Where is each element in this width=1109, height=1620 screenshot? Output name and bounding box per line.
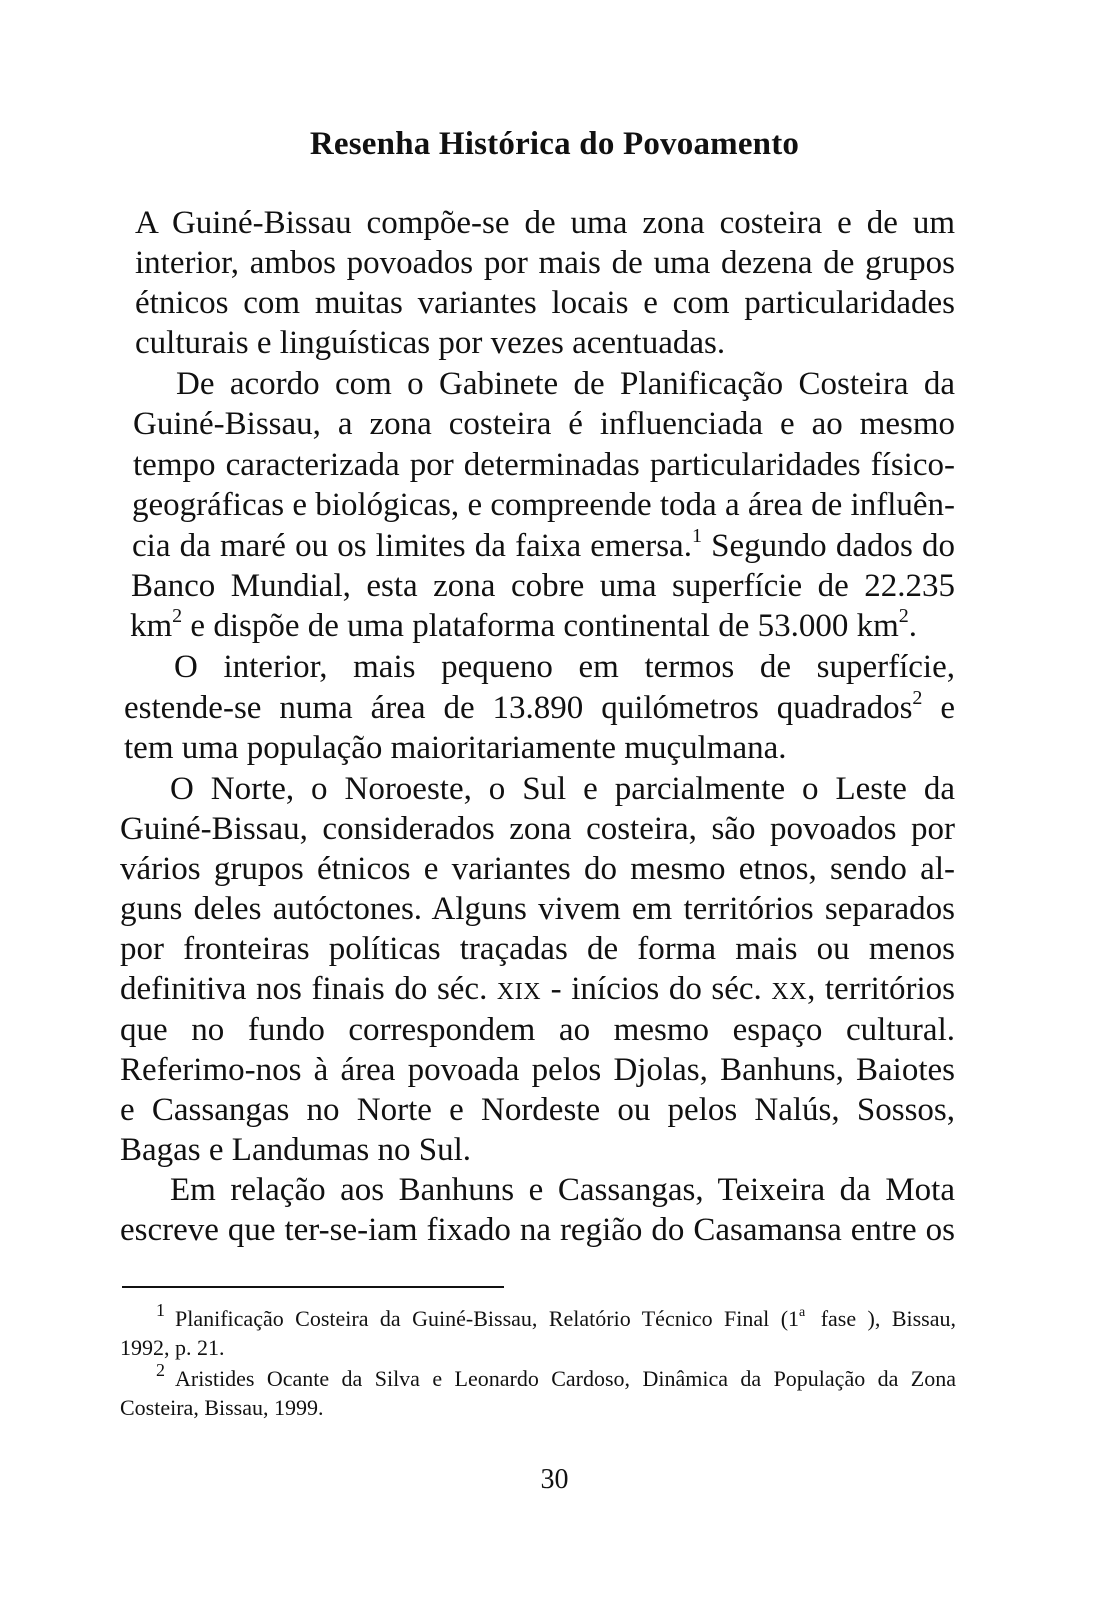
body-line-part: km: [130, 608, 173, 644]
footnote-text: Aristides Ocante da Silva e Leonardo Cardoso, Dinâmica da População da Zona: [175, 1366, 956, 1391]
body-line-part: .: [908, 608, 918, 644]
roman-numeral: XIX: [496, 979, 542, 1005]
body-line: Bagas e Landumas no Sul.: [120, 1132, 472, 1168]
body-line: que no fundo correspondem ao mesmo espaço cultural.: [120, 1012, 955, 1048]
footnote-marker: 2: [156, 1360, 165, 1380]
body-line: [124, 688, 955, 728]
body-line: O interior, mais pequeno em termos de superfície,: [174, 649, 955, 685]
superscript-squared: 2: [172, 605, 183, 627]
body-line-part: Segundo dados do: [711, 528, 956, 564]
body-line-part: estende-se numa área de 13.890 quilómetros quadrados: [124, 690, 913, 726]
body-line: e Cassangas no Norte e Nordeste ou pelos Nalús, Sossos,: [120, 1092, 955, 1128]
body-line: guns deles autóctones. Alguns vivem em territórios separados: [120, 891, 955, 927]
page-number: 30: [540, 1464, 569, 1495]
page-title: Resenha Histórica do Povoamento: [309, 126, 800, 162]
body-line-part: - inícios do séc.: [550, 971, 762, 1007]
footnote-ordinal: a: [799, 1305, 806, 1320]
footnote-1: [156, 1300, 957, 1333]
body-line: [132, 526, 955, 566]
footnote-1-cont: 1992, p. 21.: [120, 1335, 225, 1360]
body-line-part: definitiva nos finais do séc.: [120, 971, 488, 1007]
body-line: escreve que ter-se-iam fixado na região do Casamansa entre os: [120, 1212, 955, 1248]
footnote-ref-1: 1: [691, 525, 702, 547]
footnote-text: fase ), Bissau,: [820, 1306, 957, 1331]
body-line: Em relação aos Banhuns e Cassangas, Teixeira da Mota: [170, 1172, 955, 1208]
superscript-squared: 2: [898, 605, 909, 627]
footnote-2-cont: Costeira, Bissau, 1999.: [120, 1395, 324, 1420]
body-line: geográficas e biológicas, e compreende toda a área de influên-: [132, 487, 955, 523]
footnote-text: Planificação Costeira da Guiné-Bissau, Relatório Técnico Final (1: [175, 1306, 800, 1331]
body-line: tempo caracterizada por determinadas particularidades físico-: [133, 447, 955, 483]
body-line-part: e dispõe de uma plataforma continental de 53.000 km: [190, 608, 899, 644]
body-line: vários grupos étnicos e variantes do mesmo etnos, sendo al-: [120, 851, 955, 887]
body-line: interior, ambos povoados por mais de uma dezena de grupos: [135, 245, 955, 281]
body-line: tem uma população maioritariamente muçulmana.: [124, 730, 787, 766]
body-line: A Guiné-Bissau compõe-se de uma zona costeira e de um: [135, 205, 955, 241]
body-line: por fronteiras políticas traçadas de forma mais ou menos: [120, 931, 955, 967]
body-line: [120, 969, 955, 1012]
body-line: Referimo-nos à área povoada pelos Djolas, Banhuns, Baiotes: [120, 1052, 955, 1088]
body-line-part: , territórios: [807, 971, 956, 1007]
footnote-separator: [122, 1286, 504, 1288]
body-line: [130, 606, 917, 646]
footnote-ref-2: 2: [912, 687, 923, 709]
body-line: étnicos com muitas variantes locais e com particularidades: [135, 285, 955, 321]
footnote-marker: 1: [156, 1300, 165, 1320]
footnote-2: [156, 1360, 956, 1393]
roman-numeral: XX: [771, 979, 808, 1005]
body-line-part: e: [940, 690, 956, 726]
body-line: Guiné-Bissau, considerados zona costeira, são povoados por: [120, 811, 955, 847]
body-line: Banco Mundial, esta zona cobre uma superfície de 22.235: [131, 568, 955, 604]
body-line-part: cia da maré ou os limites da faixa emersa.: [132, 528, 692, 564]
body-line: Guiné-Bissau, a zona costeira é influenciada e ao mesmo: [133, 406, 955, 442]
body-line: O Norte, o Noroeste, o Sul e parcialmente o Leste da: [170, 771, 955, 807]
body-line: De acordo com o Gabinete de Planificação Costeira da: [176, 366, 955, 402]
body-line: culturais e linguísticas por vezes acentuadas.: [135, 325, 726, 361]
